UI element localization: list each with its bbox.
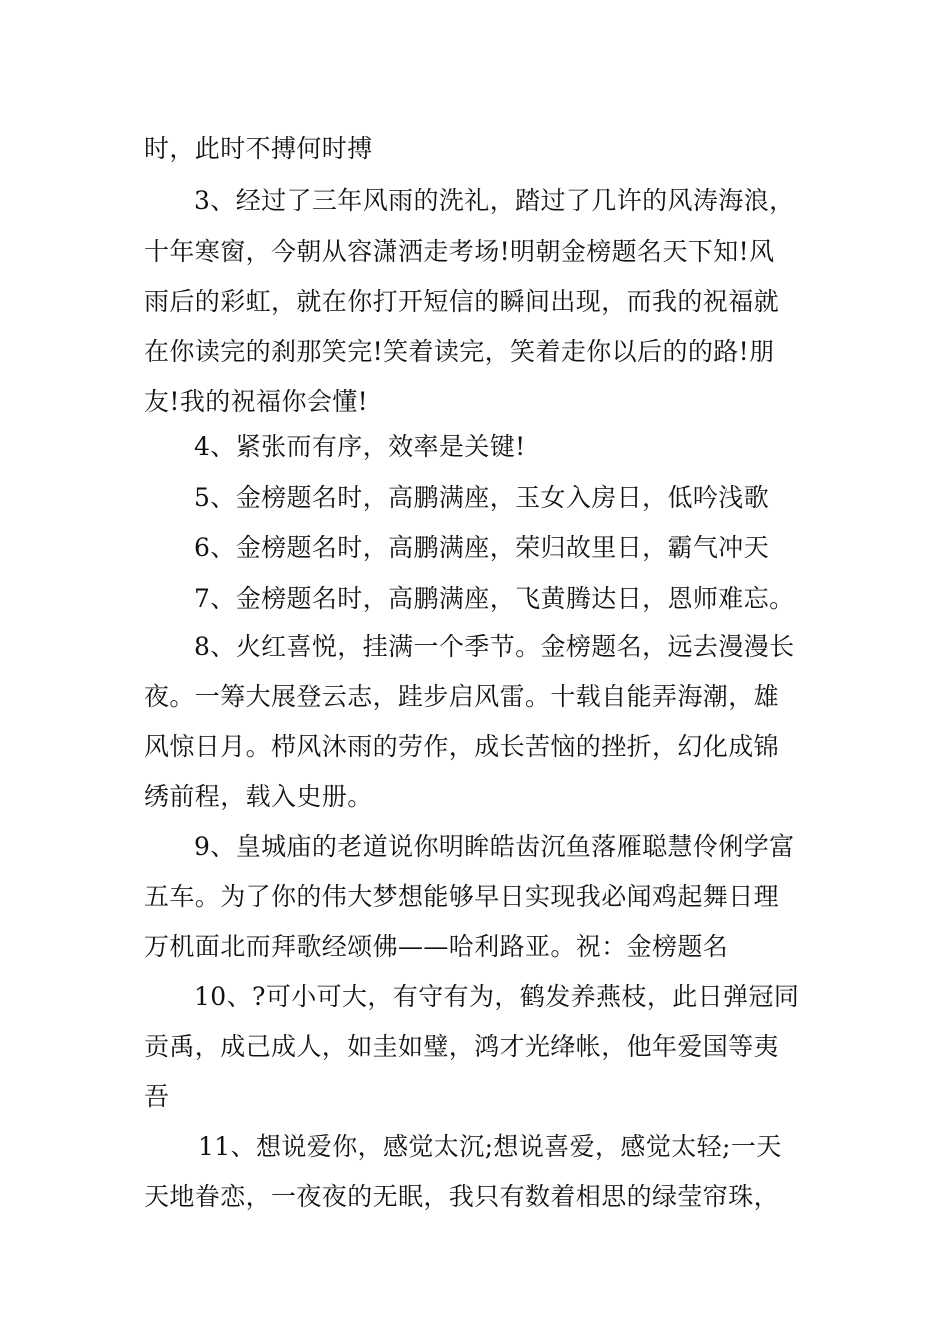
text-line: 3、经过了三年风雨的洗礼，踏过了几许的风涛海浪， (194, 186, 795, 215)
text-line: 10、?可小可大，有守有为，鹤发养燕枝，此日弹冠同 (194, 982, 800, 1011)
text-line: 5、金榜题名时，高鹏满座，玉女入房日，低吟浅歌 (194, 483, 770, 512)
text-line: 万机面北而拜歌经颂佛——哈利路亚。祝：金榜题名 (144, 932, 729, 961)
text-line: 吾 (144, 1082, 170, 1111)
text-line: 十年寒窗，今朝从容潇洒走考场!明朝金榜题名天下知!风 (144, 237, 775, 266)
text-line: 4、紧张而有序，效率是关键! (194, 432, 526, 461)
text-line: 7、金榜题名时，高鹏满座，飞黄腾达日，恩师难忘。 (194, 584, 795, 613)
text-line: 在你读完的刹那笑完!笑着读完，笑着走你以后的的路!朋 (144, 337, 775, 366)
text-line: 天地眷恋，一夜夜的无眠，我只有数着相思的绿莹帘珠， (144, 1182, 780, 1211)
text-line: 五车。为了你的伟大梦想能够早日实现我必闻鸡起舞日理 (144, 882, 780, 911)
text-line: 贡禹，成己成人，如圭如璧，鸿才光绛帐，他年爱国等夷 (144, 1032, 780, 1061)
text-line: 绣前程，载入史册。 (144, 782, 373, 811)
text-line: 11、想说爱你，感觉太沉;想说喜爱，感觉太轻;一天 (198, 1132, 782, 1161)
text-line: 风惊日月。栉风沐雨的劳作，成长苦恼的挫折，幻化成锦 (144, 732, 780, 761)
text-line: 9、皇城庙的老道说你明眸皓齿沉鱼落雁聪慧伶俐学富 (194, 832, 795, 861)
text-line: 6、金榜题名时，高鹏满座，荣归故里日，霸气冲天 (194, 533, 770, 562)
text-line: 夜。一筹大展登云志，跬步启风雷。十载自能弄海潮，雄 (144, 682, 780, 711)
text-line: 雨后的彩虹，就在你打开短信的瞬间出现，而我的祝福就 (144, 287, 780, 316)
text-line: 时，此时不搏何时搏 (144, 134, 373, 163)
text-line: 友!我的祝福你会懂! (144, 387, 369, 416)
text-line: 8、火红喜悦，挂满一个季节。金榜题名，远去漫漫长 (194, 632, 795, 661)
